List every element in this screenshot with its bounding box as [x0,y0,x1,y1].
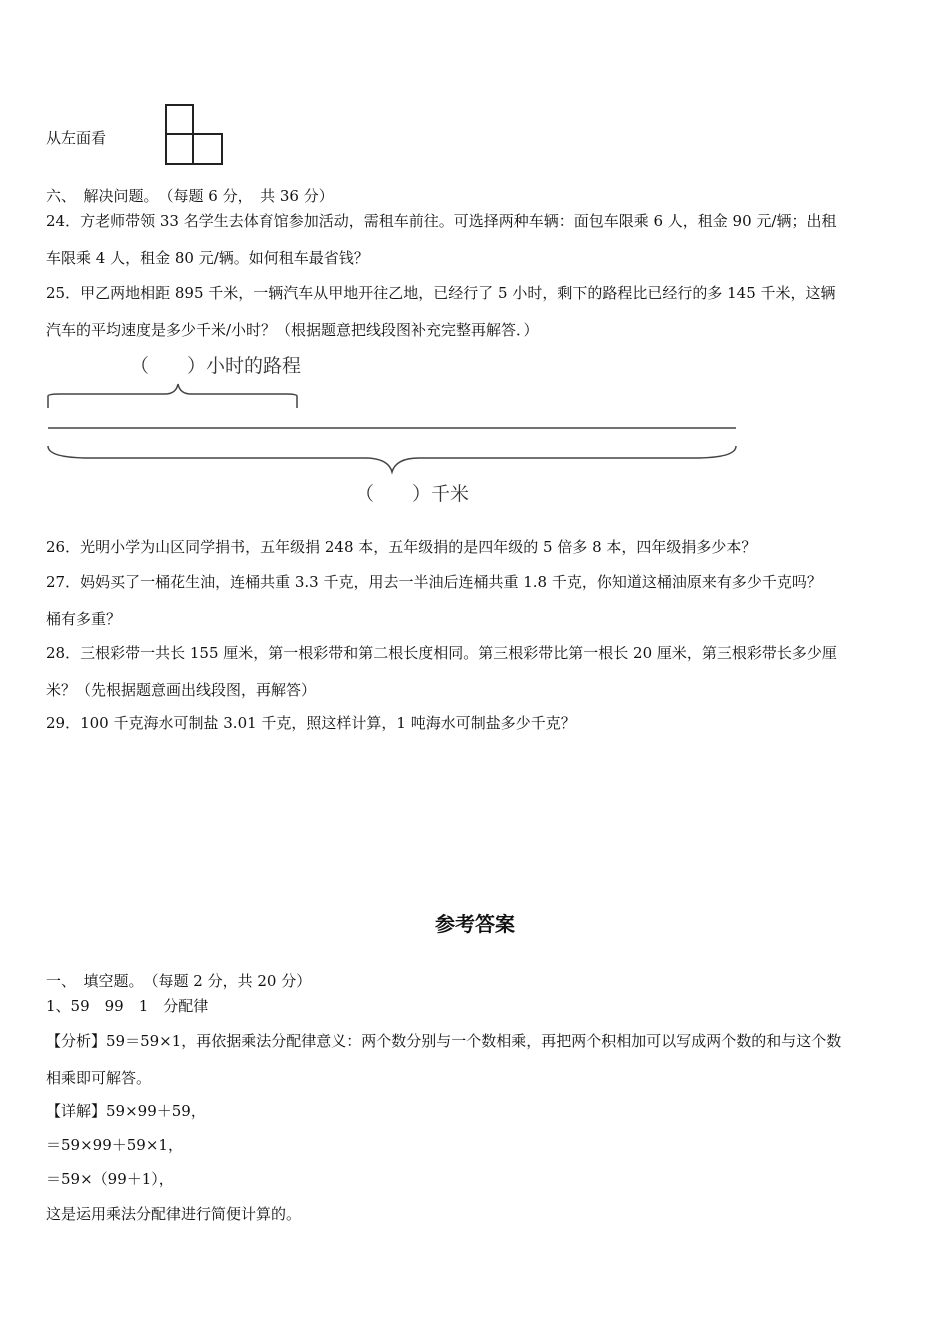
answers-section-1-heading: 一、 填空题。 （每题 2 分，共 20 分） [46,972,312,990]
diagram-bottom-label: （ ）千米 [355,483,470,505]
detail-line3: ＝59×（99＋1）， [46,1170,174,1188]
question-27-line1: 27．妈妈买了一桶花生油，连桶共重 3.3 千克，用去一半油后连桶共重 1.8 千克，你知道这桶油原来有多少千克吗？ [46,573,822,591]
question-27-line2: 桶有多重？ [46,610,122,628]
question-29: 29．100 千克海水可制盐 3.01 千克，照这样计算，1 吨海水可制盐多少千克？ [46,714,576,732]
section-6-heading: 六、 解决问题。 （每题 6 分， 共 36 分） [46,187,334,205]
question-25-line1: 25．甲乙两地相距 895 千米，一辆汽车从甲地开往乙地，已经行了 5 小时，剩下的路程比已经行的多 145 千米，这辆 [46,284,836,302]
question-24-line1: 24．方老师带领 33 名学生去体育馆参加活动，需租车前往。可选择两种车辆：面包车限乘 6 人，租金 90 元/辆；出租 [46,212,837,230]
analysis-line1: 【分析】59＝59×1，再依据乘法分配律意义：两个数分别与一个数相乘，再把两个积相加可以写成两个数的和与这个数 [46,1032,842,1050]
detail-line2: ＝59×99＋59×1， [46,1136,183,1154]
bottom-brace [48,446,736,472]
question-24-line2: 车限乘 4 人，租金 80 元/辆。如何租车最省钱？ [46,249,369,267]
analysis-line2: 相乘即可解答。 [46,1069,152,1087]
diagram-top-label: （ ）小时的路程 [130,355,302,377]
question-28-line2: 米？（先根据题意画出线段图，再解答） [46,681,317,699]
left-view-label: 从左面看 [46,129,107,147]
question-25-line2: 汽车的平均速度是多少千米/小时？（根据题意把线段图补充完整再解答．） [46,321,539,339]
answers-title: 参考答案 [435,912,515,936]
question-26: 26．光明小学为山区同学捐书，五年级捐 248 本，五年级捐的是四年级的 5 倍多 8 本，四年级捐多少本？ [46,538,757,556]
detail-line1: 【详解】59×99＋59， [46,1102,206,1120]
conclusion: 这是运用乘法分配律进行简便计算的。 [46,1205,302,1223]
top-brace [48,384,297,408]
question-28-line1: 28．三根彩带一共长 155 厘米，第一根彩带和第二根长度相同。第三根彩带比第一根长 20 厘米，第三根彩带长多少厘 [46,644,837,662]
answer-1: 1、59 99 1 分配律 [46,997,209,1015]
